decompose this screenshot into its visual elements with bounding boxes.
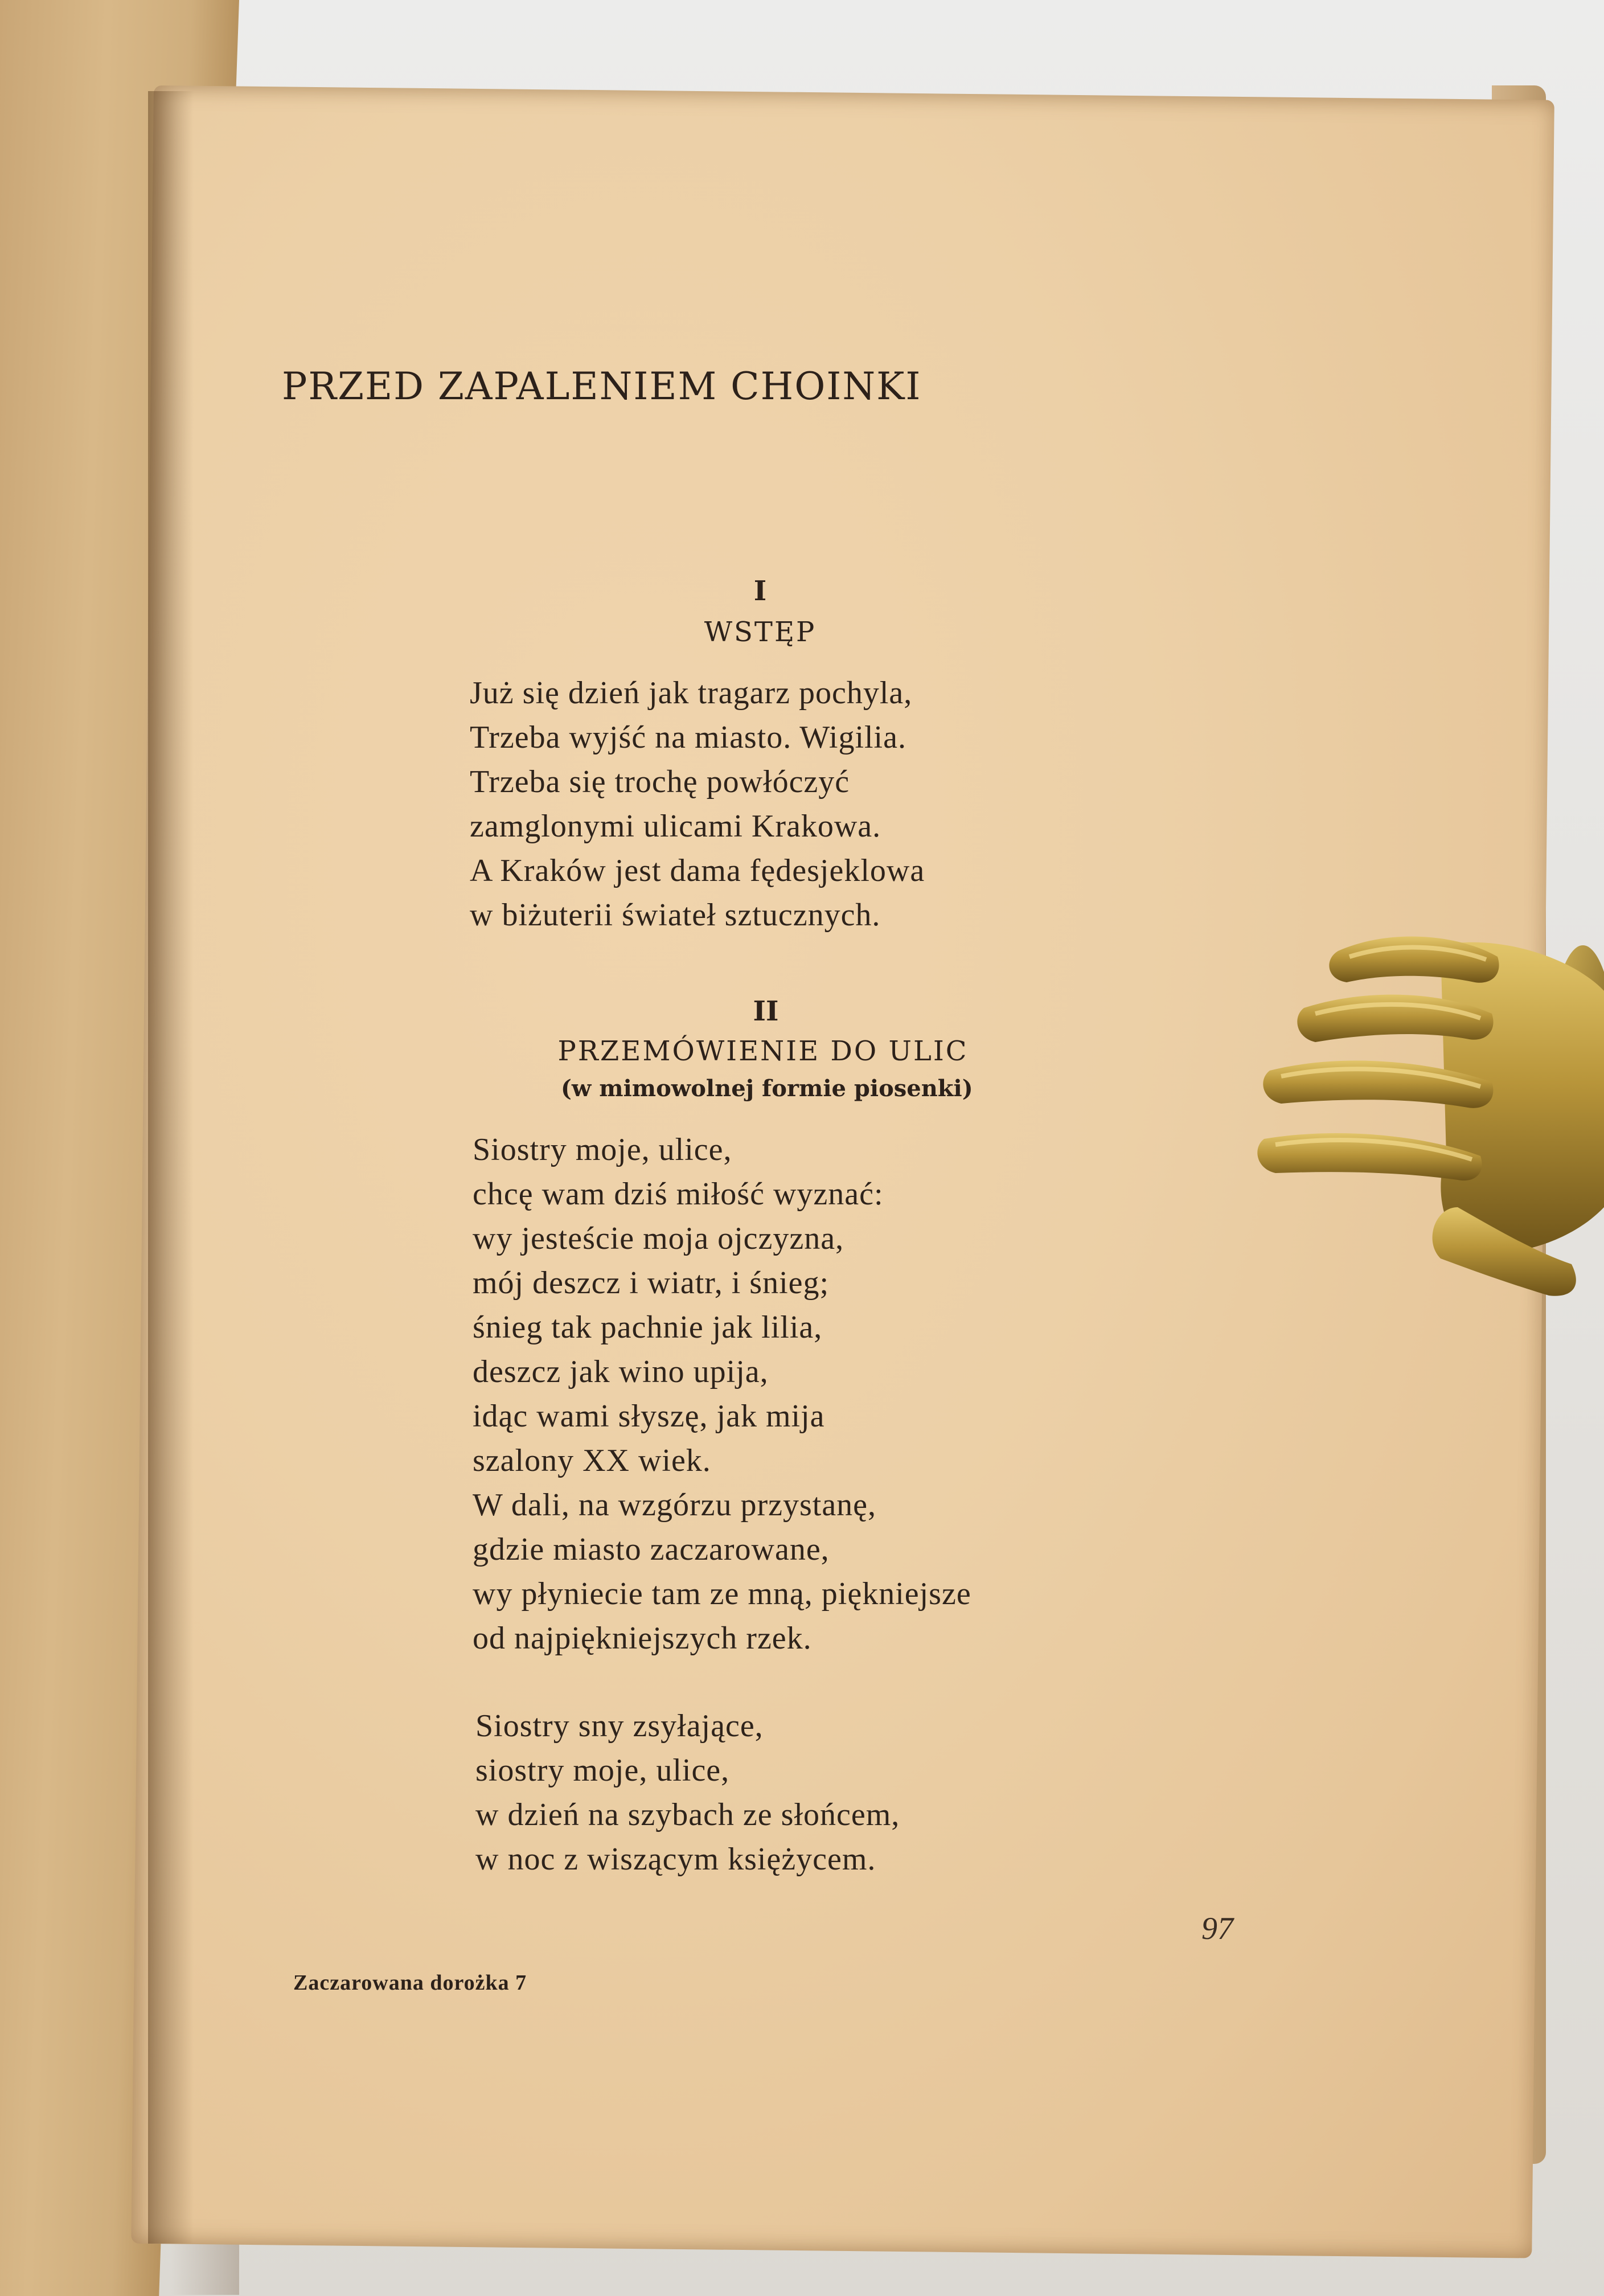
verse-line: chcę wam dziś miłość wyznać: — [473, 1176, 884, 1212]
verse-line: W dali, na wzgórzu przystanę, — [473, 1487, 877, 1523]
verse-line: w dzień na szybach ze słońcem, — [475, 1797, 900, 1832]
section-2-heading: PRZEMÓWIENIE DO ULIC — [557, 1035, 969, 1067]
poem-title: PRZED ZAPALENIEM CHOINKI — [282, 364, 922, 408]
brass-hand-icon — [1253, 888, 1604, 1372]
verse-line: siostry moje, ulice, — [475, 1753, 730, 1788]
verse-line: Już się dzień jak tragarz pochyla, — [470, 675, 913, 711]
section-2-number: II — [753, 995, 779, 1027]
verse-line: szalony XX wiek. — [473, 1443, 711, 1478]
verse-line: deszcz jak wino upija, — [473, 1354, 769, 1389]
verse-line: w biżuterii świateł sztucznych. — [470, 897, 881, 933]
section-2-stanza-2 — [475, 1704, 900, 1881]
verse-line: Siostry sny zsyłające, — [475, 1708, 764, 1744]
verse-line: Trzeba się trochę powłóczyć — [470, 764, 850, 800]
section-1-number: I — [753, 575, 767, 607]
brass-hand-bookmark — [1253, 888, 1604, 1372]
gutter-shadow — [148, 91, 194, 2244]
signature-mark: Zaczarowana dorożka 7 — [293, 1971, 527, 1995]
section-1-stanza — [470, 671, 925, 937]
verse-line: idąc wami słyszę, jak mija — [473, 1399, 825, 1434]
verse-line: gdzie miasto zaczarowane, — [473, 1532, 830, 1567]
verse-line: śnieg tak pachnie jak lilia, — [473, 1310, 823, 1345]
page-number: 97 — [1201, 1911, 1233, 1946]
verse-line: w noc z wiszącym księżycem. — [475, 1842, 876, 1877]
verse-line: wy jesteście moja ojczyzna, — [473, 1221, 844, 1256]
verse-line: zamglonymi ulicami Krakowa. — [470, 809, 881, 844]
verse-line: od najpiękniejszych rzek. — [473, 1621, 812, 1656]
verse-line: Trzeba wyjść na miasto. Wigilia. — [470, 720, 906, 755]
section-1-heading: WSTĘP — [704, 616, 817, 648]
verse-line: mój deszcz i wiatr, i śnieg; — [473, 1265, 830, 1301]
section-2-stanza-1 — [473, 1128, 971, 1660]
section-2-subheading: (w mimowolnej formie piosenki) — [561, 1075, 973, 1102]
verse-line: Siostry moje, ulice, — [473, 1132, 732, 1167]
verse-line: A Kraków jest dama fędesjeklowa — [470, 853, 925, 888]
verse-line: wy płyniecie tam ze mną, piękniejsze — [473, 1576, 971, 1612]
